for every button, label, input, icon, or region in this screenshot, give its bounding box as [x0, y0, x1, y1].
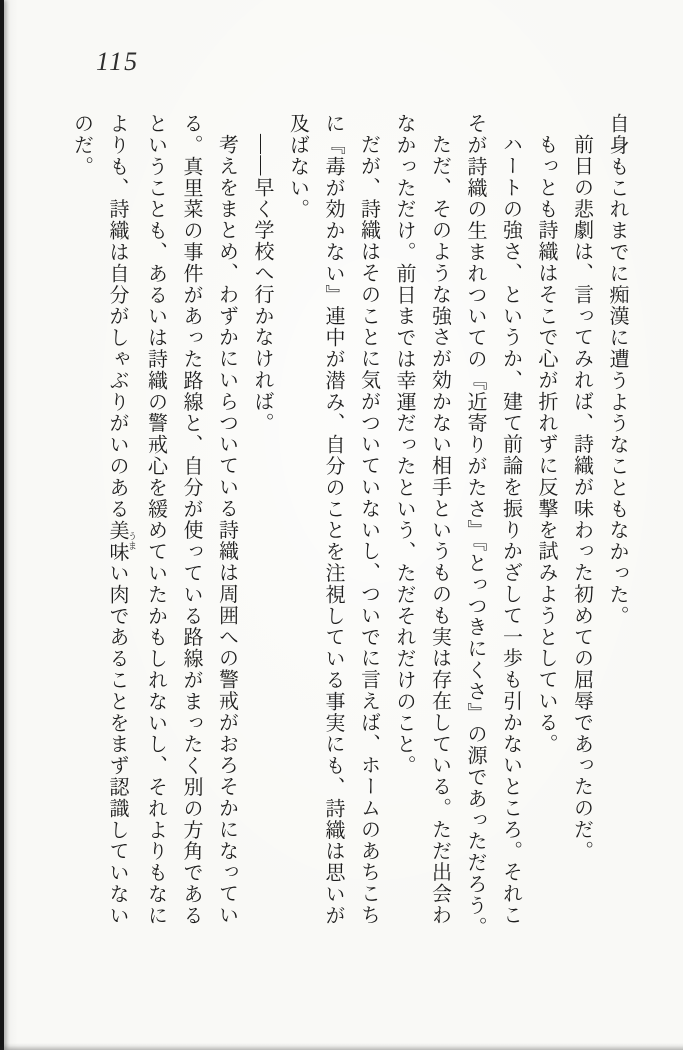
text-column: だが、詩織はそのことに気がついていないし、ついでに言えば、ホームのあちこち	[357, 134, 380, 927]
text-column: もっとも詩織はそこで心が折れずに反撃を試みようとしている。	[535, 134, 557, 755]
page-bottom-edge	[0, 1043, 683, 1050]
text-column: ということも、あるいは詩織の警戒心を緩めていたかもしれないし、それよりもなに	[144, 113, 167, 927]
text-column: る。真里菜の事件があった路線と、自分が使っている路線がまったく別の方角である	[180, 113, 202, 927]
text-column: 自身もこれまでに痴漢に遭うようなこともなかった。	[606, 113, 628, 627]
furigana-ruby: 美味 うま	[106, 519, 137, 563]
text-column: に『毒が効かない』連中が潜み、自分のことを注視している事実にも、詩織は思いが	[322, 113, 344, 927]
text-column: 及ばない。	[286, 113, 309, 220]
text-column: なかっただけ。前日までは幸運だったという、ただそれだけのこと。	[393, 113, 415, 777]
page-left-edge	[0, 0, 4, 1050]
page-number: 115	[96, 47, 140, 76]
text-column: のだ。	[70, 113, 93, 178]
text-column: よりも、詩織は自分がしゃぶりがいのある美味 うまい肉であることをまず認識していない	[106, 113, 137, 927]
text-column: ――早く学校へ行かなければ。	[251, 134, 273, 434]
text-column: ただ、そのような強さが効かない相手というものも実は存在している。ただ出会わ	[428, 134, 451, 927]
text-column: 考えをまとめ、わずかにいらついている詩織は周囲への警戒がおろそかになってい	[215, 134, 238, 927]
text-column: ハートの強さ、というか、建て前論を振りかざして一歩も引かないところ。それこ	[499, 134, 522, 927]
text-column: そが詩織の生まれついての『近寄りがたさ』『とっつきにくさ』の源であっただろう。	[464, 113, 486, 938]
body-text	[63, 113, 634, 973]
text-column: 前日の悲劇は、言ってみれば、詩織が味わった初めての屈辱であったのだ。	[570, 134, 593, 862]
